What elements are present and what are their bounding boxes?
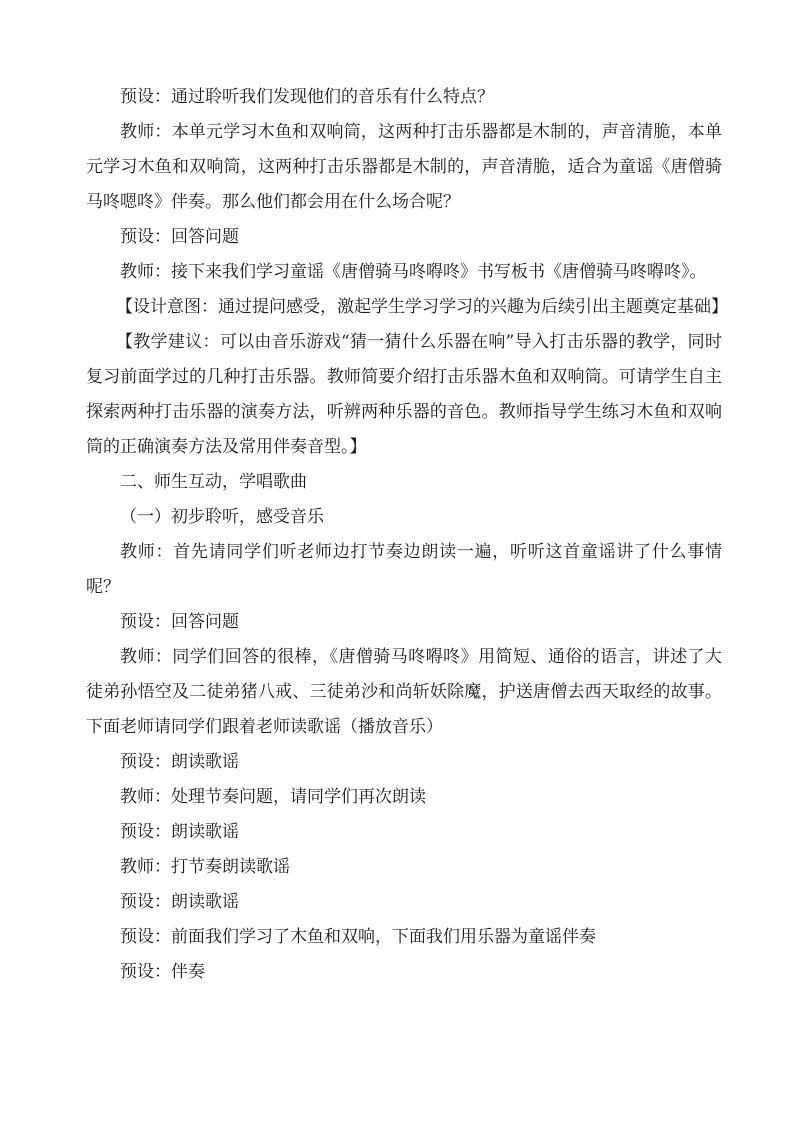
paragraph-preset-listen: 预设：通过聆听我们发现他们的音乐有什么特点？ [120,87,494,107]
paragraph-teaching-suggestion: 【教学建议：可以由音乐游戏“猜一猜什么乐器在响”导入打击乐器的教学，同时复习前面学过的几种打击乐器。教师简要介绍打击乐器木鱼和双响筒。可请学生自主探索两种打击乐器的演奏方法，听辨两种乐器的音色。教师指导学生练习木鱼和双响筒的正确演奏方法及常用伴奏音型。】 [86,332,722,457]
paragraph-teacher-read-aloud: 教师：首先请同学们听老师边打节奏边朗读一遍，听听这首童谣讲了什么事情呢？ [86,542,722,597]
paragraph-teacher-instruments: 教师：本单元学习木鱼和双响筒，这两种打击乐器都是木制的，声音清脆，本单元学习木鱼和双响筒，这两种打击乐器都是木制的，声音清脆，适合为童谣《唐僧骑马咚嗯咚》伴奏。那么他们都会用在什么场合呢？ [86,122,722,212]
paragraph-preset-read-1: 预设：朗读歌谣 [120,752,239,772]
section-heading-interaction: 二、师生互动，学唱歌曲 [120,472,307,492]
paragraph-teacher-board: 教师：接下来我们学习童谣《唐僧骑马咚嘚咚》书写板书《唐僧骑马咚嘚咚》。 [120,262,707,282]
paragraph-teacher-beat-read: 教师：打节奏朗读歌谣 [120,857,290,877]
paragraph-preset-read-2: 预设：朗读歌谣 [120,822,239,842]
paragraph-teacher-rhythm: 教师：处理节奏问题，请同学们再次朗读 [120,787,426,807]
paragraph-preset-accompany-intro: 预设：前面我们学习了木鱼和双响，下面我们用乐器为童谣伴奏 [120,927,596,947]
paragraph-preset-read-3: 预设：朗读歌谣 [120,892,239,912]
paragraph-teacher-story: 教师：同学们回答的很棒，《唐僧骑马咚嘚咚》用简短、通俗的语言，讲述了大徒弟孙悟空及二徒弟猪八戒、三徒弟沙和尚斩妖除魔，护送唐僧去西天取经的故事。下面老师请同学们跟着老师读歌谣（播放音乐） [86,647,722,737]
paragraph-preset-accompany: 预设：伴奏 [120,962,205,982]
paragraph-preset-answer: 预设：回答问题 [120,227,239,247]
document-body [86,80,728,990]
subsection-heading-first-listen: （一）初步聆听，感受音乐 [120,507,324,527]
paragraph-preset-answer-2: 预设：回答问题 [120,612,239,632]
paragraph-design-intent: 【设计意图：通过提问感受，激起学生学习学习的兴趣为后续引出主题奠定基础】 [116,297,728,317]
